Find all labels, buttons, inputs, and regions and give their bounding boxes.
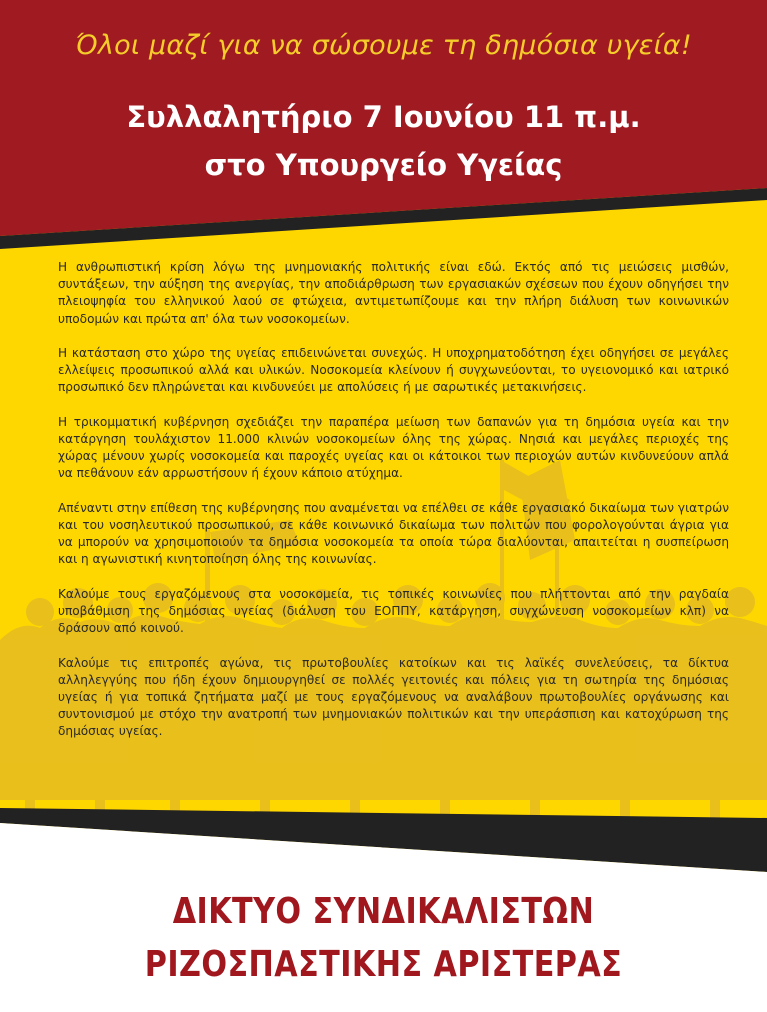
paragraph: Καλούμε τις επιτροπές αγώνα, τις πρωτοβουλίες κατοίκων και τις λαϊκές συνελεύσεις, τα δίκτυα αλληλεγγύης που ήδη έχουν δημιουργηθεί σε πολλές γειτονιές και πόλεις για τη σωτηρία της δημόσιας υγείας ή για τοπικά ζητήματα μαζί με τους εργαζόμενους να αναλάβουν πρωτοβουλίες οργάνωσης και συντονισμού με στόχο την ανατροπή των μνημονιακών πολιτικών και την υπεράσπιση και κατοχύρωση της δημόσιας υγείας. bbox=[58, 655, 729, 739]
slogan: Όλοι μαζί για να σώσουμε τη δημόσια υγεία! bbox=[75, 30, 692, 61]
paragraph: Η κατάσταση στο χώρο της υγείας επιδεινώνεται συνεχώς. Η υποχρηματοδότηση έχει οδηγήσει σε μεγάλες ελλείψεις προσωπικού αλλά και υλικών. Νοσοκομεία κλείνουν ή συγχωνεύονται, το υγειονομικό και ιατρικό προσωπικό δεν πληρώνεται και κινδυνεύει με απολύσεις ή με σαρωτικές μετακινήσεις. bbox=[58, 346, 729, 395]
organization-name bbox=[61, 885, 705, 991]
paragraph: Καλούμε τους εργαζόμενους στα νοσοκομεία, τις τοπικές κοινωνίες που πλήττονται από την ραγδαία υποβάθμιση της δημόσιας υγείας (διάλυση του ΕΟΠΠΥ, κατάργηση, συγχώνευση νοσοκομείων κλπ) να δράσουν από κοινού. bbox=[58, 586, 729, 636]
rally-location-line: στο Υπουργείο Υγείας bbox=[204, 148, 563, 182]
body-text bbox=[58, 259, 729, 758]
paragraph: Η ανθρωπιστική κρίση λόγω της μνημονιακής πολιτικής είναι εδώ. Εκτός από τις μειώσεις μισθών, συντάξεων, την αύξηση της ανεργίας, την αποδιάρθρωση των εργασιακών σχέσεων που έχουν οδηγήσει την πλειοψηφία του ελληνικού λαού σε φτώχεια, αντιμετωπίζουμε και την πλήρη διάλυση των κοινωνικών υποδομών και πρώτα απ' όλα των νοσοκομείων. bbox=[58, 260, 729, 326]
rally-date-line: Συλλαλητήριο 7 Ιουνίου 11 π.μ. bbox=[126, 100, 641, 134]
organization-name-line2: ΡΙΖΟΣΠΑΣΤΙΚΗΣ ΑΡΙΣΤΕΡΑΣ bbox=[144, 944, 623, 985]
organization-name-line1: ΔΙΚΤΥΟ ΣΥΝΔΙΚΑΛΙΣΤΩΝ bbox=[172, 891, 595, 932]
paragraph: Απέναντι στην επίθεση της κυβέρνησης που αναμένεται να επέλθει σε κάθε εργασιακό δικαίωμα των γιατρών και του νοσηλευτικού προσωπικού, σε κάθε κοινωνικό δικαίωμα των πολιτών που φορολογούνται άγρια για να μπορούν να χρησιμοποιούν τα δημόσια νοσοκομεία τα οποία τώρα διαλύονται, απαιτείται η συσπείρωση και η αγωνιστική κινητοποίηση όλης της κοινωνίας. bbox=[58, 500, 729, 567]
rally-headline bbox=[0, 93, 767, 189]
paragraph: Η τρικομματική κυβέρνηση σχεδιάζει την παραπέρα μείωση των δαπανών για τη δημόσια υγεία και την κατάργηση τουλάχιστον 11.000 κλινών νοσοκομείων όλης της χώρας. Νησιά και μεγάλες περιοχές της χώρας μένουν χωρίς νοσοκομεία και παροχές υγείας και οι κάτοικοι των περιοχών αυτών κινδυνεύουν απλά να πεθάνουν εάν αρρωστήσουν ή έχουν κάποιο ατύχημα. bbox=[58, 414, 729, 481]
